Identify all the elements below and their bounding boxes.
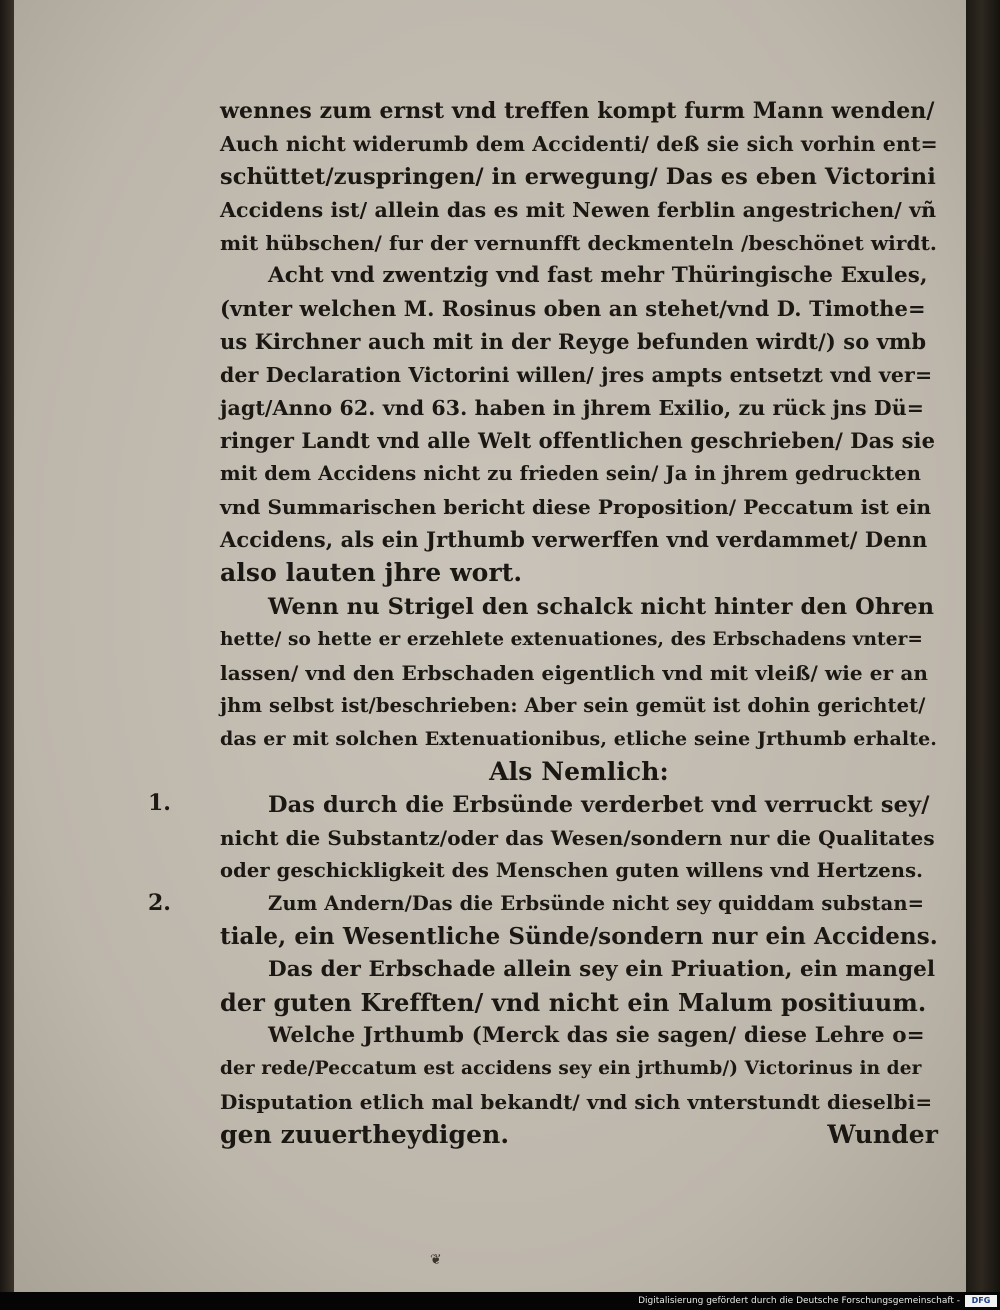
catchword: Wunder xyxy=(827,1120,938,1149)
text-line: gen zuuertheydigen. xyxy=(220,1120,510,1149)
text-line: jagt/Anno 62. vnd 63. haben in jhrem Exilio, zu rück jns Dü= xyxy=(220,396,925,420)
text-line: Disputation etlich mal bekandt/ vnd sich vnterstundt dieselbi= xyxy=(220,1090,933,1114)
text-line: (vnter welchen M. Rosinus oben an stehet/vnd D. Timothe= xyxy=(220,296,926,321)
text-line: wennes zum ernst vnd treffen kompt furm Mann wenden/ xyxy=(220,98,935,124)
text-line: der Declaration Victorini willen/ jres ampts entsetzt vnd ver= xyxy=(220,363,933,387)
page-left-shadow xyxy=(0,0,14,1292)
text-line: Das der Erbschade allein sey ein Priuation, ein mangel xyxy=(268,957,936,982)
book-binding-edge xyxy=(966,0,1000,1292)
margin-number-1: 1. xyxy=(148,790,171,816)
text-line: Auch nicht widerumb dem Accidenti/ deß sie sich vorhin ent= xyxy=(220,132,938,156)
ornament-icon: ❦ xyxy=(430,1252,442,1268)
section-heading: Als Nemlich: xyxy=(489,757,669,786)
dfg-logo-icon: DFG xyxy=(965,1295,997,1307)
text-line: Welche Jrthumb (Merck das sie sagen/ diese Lehre o= xyxy=(268,1023,925,1048)
text-line: us Kirchner auch mit in der Reyge befunden wirdt/) so vmb xyxy=(220,329,927,354)
text-line: der rede/Peccatum est accidens sey ein jrthumb/) Victorinus in der xyxy=(220,1058,922,1079)
text-line: Das durch die Erbsünde verderbet vnd verruckt sey/ xyxy=(268,792,930,818)
margin-number-2: 2. xyxy=(148,890,171,916)
text-line: ringer Landt vnd alle Welt offentlichen geschrieben/ Das sie xyxy=(220,428,936,453)
text-line: jhm selbst ist/beschrieben: Aber sein gemüt ist dohin gerichtet/ xyxy=(220,694,926,717)
text-line: mit dem Accidens nicht zu frieden sein/ Ja in jhrem gedruckten xyxy=(220,462,922,485)
text-line: vnd Summarischen bericht diese Proposition/ Peccatum ist ein xyxy=(220,495,932,519)
text-line: Acht vnd zwentzig vnd fast mehr Thüringische Exules, xyxy=(268,263,928,288)
text-line: Wenn nu Strigel den schalck nicht hinter den Ohren xyxy=(268,594,935,620)
text-line: Accidens, als ein Jrthumb verwerffen vnd verdammet/ Denn xyxy=(220,527,928,552)
text-line: also lauten jhre wort. xyxy=(220,558,523,587)
text-line: oder geschickligkeit des Menschen guten willens vnd Hertzens. xyxy=(220,859,924,882)
text-line: mit hübschen/ fur der vernunfft deckmenteln /beschönet wirdt. xyxy=(220,231,937,255)
text-line: schüttet/zuspringen/ in erwegung/ Das es eben Victorini xyxy=(220,164,936,190)
footer-credit: Digitalisierung gefördert durch die Deutsche Forschungsgemeinschaft - xyxy=(638,1296,960,1306)
text-line: der guten Krefften/ vnd nicht ein Malum positiuum. xyxy=(220,988,927,1017)
footer-bar xyxy=(0,1292,1000,1310)
text-line: tiale, ein Wesentliche Sünde/sondern nur ein Accidens. xyxy=(220,923,938,950)
text-line: Accidens ist/ allein das es mit Newen ferblin angestrichen/ vñ xyxy=(220,198,937,222)
text-line: lassen/ vnd den Erbschaden eigentlich vnd mit vleiß/ wie er an xyxy=(220,661,929,685)
text-line: nicht die Substantz/oder das Wesen/sondern nur die Qualitates xyxy=(220,826,935,850)
text-line: Zum Andern/Das die Erbsünde nicht sey quiddam substan= xyxy=(268,892,925,915)
text-line: das er mit solchen Extenuationibus, etliche seine Jrthumb erhalte. xyxy=(220,728,937,750)
text-line: hette/ so hette er erzehlete extenuationes, des Erbschadens vnter= xyxy=(220,629,924,650)
